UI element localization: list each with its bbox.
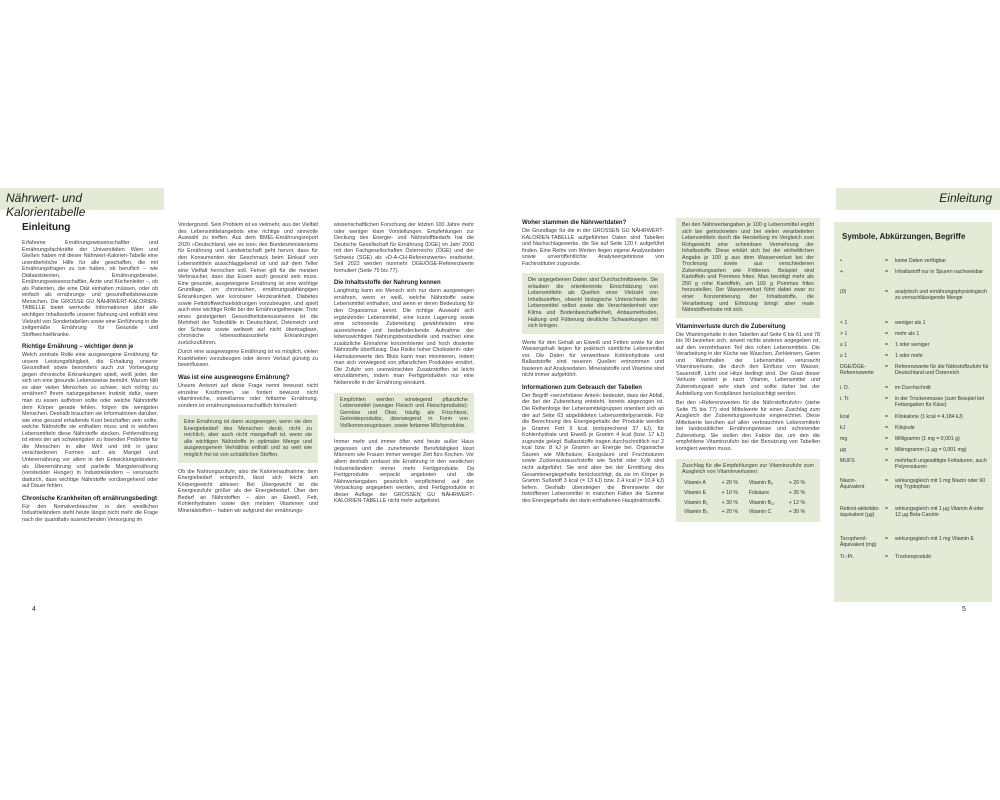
legend-description: Kilojoule: [895, 425, 915, 431]
section-heading: Woher stammen die Nährwertdaten?: [522, 220, 627, 226]
vitamin-table: [682, 479, 814, 518]
paragraph: Die Vitamingehalte in den Tabellen auf Seite 6 bis 61 und 78 bis 90 beziehen sich, soweit nichts anderes angegeben ist, auf den verzehrbaren Teil des rohen Lebensmittels. Die Verarbeitung in der Küche wie Waschen, Zerkleinern, Garen und Warmhalten der Lebensmittel verursacht Vitaminverluste, die durch den Einfluss von Wasser, Sauerstoff, Licht und Hitze bedingt sind. Der Grad dieser Verluste variiert je nach Vitamin, Lebensmittel und Zubereitungsart sehr stark und sollte daher bei der Aufstellung von Kostplänen berücksichtigt werden.: [676, 331, 820, 397]
vitamin-cell: + 35 %: [788, 489, 806, 496]
legend-symbol: Tr.-Pr.: [840, 554, 854, 560]
highlight-box: Die angegebenen Daten sind Durchschnittswerte. Sie erlauben die orientierende Einschätzung von Lebensmitteln als Quellen einer Vielzahl von Inhaltsstoffen, obwohl biologische Unterschiede der Lebensmittel selbst sowie die Verschiedenheit von Klima und Bodenbeschaffenheit, Anbaumethoden, Haltung und Fütterung deutliche Schwankungen mit sich bringen.: [522, 273, 664, 333]
legend-description: wirkungsgleich mit 1 µg Vitamin A oder 12 µg Beta-Carotin: [895, 506, 984, 519]
legend-symbol: Niacin-Äquivalent: [840, 478, 865, 491]
vitamin-row: [682, 498, 814, 508]
column-1: [22, 222, 158, 526]
legend-box: [834, 222, 992, 602]
legend-description: weniger als 1: [895, 320, 926, 326]
legend-equals: =: [885, 342, 889, 348]
legend-description: Trockenprodukt: [895, 554, 931, 560]
legend-symbol: +: [840, 269, 844, 275]
column-2: [178, 222, 318, 517]
vitamin-cell: + 30 %: [788, 509, 806, 516]
page-title: Einleitung: [22, 222, 71, 233]
legend-description: 1 oder mehr: [895, 353, 923, 359]
legend-description: im Durchschnitt: [895, 385, 931, 391]
section-heading: Chronische Krankheiten oft ernährungsbedingt: [22, 495, 158, 502]
running-header-left-text: Nährwert- und Kalorientabelle: [6, 191, 86, 219]
paragraph: Bei den »Referenzwerten für die Nährstoffzufuhr« (siehe Seite 75 bis 77) sind Mittelwerte für einen Zuschlag zum Ausgleich der Zubereitungsverluste eingerechnet. Diese Mittelwerte beruhen auf allen verbrauchten Lebensmitteln bei landesüblicher Ernährungsweise und schonender Zubereitung. Sie stellen den Faktor dar, um den die empfohlene Vitaminzufuhr bei der Benutzung von Tabellen korrigiert werden muss.: [676, 400, 820, 452]
legend-equals: =: [885, 331, 889, 337]
legend-symbol: kcal: [840, 414, 850, 420]
legend-description: wirkungsgleich mit 1 mg Niacin oder 60 mg Tryptophan: [895, 478, 986, 491]
running-header-right-text: Einleitung: [939, 191, 992, 205]
section-heading: Was ist eine ausgewogene Ernährung?: [178, 375, 290, 382]
legend-equals: =: [885, 536, 889, 542]
column-4: [522, 220, 664, 507]
legend-description: analytisch und ernährungsphysiologisch zu vernachlässigende Menge: [895, 289, 987, 302]
legend-equals: =: [885, 269, 889, 275]
legend-symbol: < 1: [840, 320, 848, 326]
vitamin-cell: Vitamin B₆: [748, 480, 774, 487]
paragraph: Der Begriff »verzehrbarer Anteil« bedeutet, dass der Abfall, der bei der Zubereitung entsteht, bereits abgezogen ist. Die Reihenfolge der Lebensmittelgruppen orientiert sich an der auf Seite 63 abgebildeten Lebensmittelpyramide. Für die Berechnung des Energiegehalts der Produkte werden je Gramm Fett 9 kcal (entsprechend 37 kJ), für Kohlenhydrate und Eiweiß je Gramm 4 kcal (bzw. 17 kJ) zugrunde gelegt. Ballaststoffe tragen durchschnittlich nur 2 kcal bzw. 8 kJ je Gramm an Energie bei. Organische Säuren wie Milchsäure, Essigsäure und Fruchtsäuren sowie Zuckeraustauschstoffe wie Sorbit oder Xylit sind nicht aufgeführt. Sie sind aber bei der Ermittlung des Gesamtenergiegehalts berücksichtigt, da sie im Körper je Gramm Sußstoff 3 kcal (= 13 kJ) bzw. 2,4 kcal (= 10,4 kJ) liefern. Deshalb übersteigen die Brennwerte der betroffenen Lebensmittel in manchen Fällen die Summe des Energiegehalts der darin enthaltenen Hauptnährstoffe.: [522, 392, 664, 504]
paragraph: Für den Nomalverbraucher in den westlichen Industrieländern steht heute längst nicht mehr die Frage nach der quantitativ ausreichenden Versorgung im: [22, 503, 158, 523]
legend-description: keine Daten verfügbar: [895, 258, 947, 264]
vitamin-cell: + 20 %: [788, 480, 806, 487]
legend-equals: =: [885, 425, 889, 431]
legend-symbol: (0): [840, 289, 847, 295]
paragraph: wissenschaftlichen Forschung der letzten 100 Jahre mehr oder weniger klare Vorstellungen. Empfehlungen zur Deckung des Energie- und Nährstoffbedarfs hat die Deutsche Gesellschaft für Ernährung (DGE) im Jahr 2000 mit den Fachgesellschaften Österreichs (ÖGE) und der Schweiz (SGE) als »D-A-CH-Referenzwerte« erarbeitet. Seit 2022 werden nunmehr DGE/ÖGE-Referenzwerte formuliert (Seite 75 bis 77).: [334, 222, 474, 274]
vitamin-loss-box: [676, 459, 820, 522]
legend-description: in der Trockenmasse (zum Beispiel bei Fettangaben für Käse): [895, 396, 985, 409]
legend-symbol: µg: [840, 447, 846, 453]
legend-equals: =: [885, 554, 889, 560]
paragraph: Durch eine ausgewogene Ernährung ist es möglich, vielen Krankheiten vorzubeugen oder deren Verlauf günstig zu beeinflussen.: [178, 349, 318, 369]
legend-symbol: Retinol-aktivitäts-äquivalent (µg): [840, 506, 880, 519]
paragraph: Werte für den Gehalt an Eiweiß und Fetten sowie für den Wassergehalt liegen für praktisch sämtliche Lebensmittel vor. Die Daten für verwertbare Kohlenhydrate und Ballaststoffe sind neueren Quellen entnommen und basieren auf Analysedaten. Mineralstoffe und Vitamine sind nicht immer aufgeführt.: [522, 339, 664, 379]
legend-title: Symbole, Abkürzungen, Begriffe: [842, 232, 966, 241]
legend-symbol: i. D.: [840, 385, 850, 391]
legend-symbol: MUFS: [840, 458, 855, 464]
paragraph: Welch zentrale Rolle eine ausgewogene Ernährung für unsere Leistungsfähigkeit, die Erhaltung unserer Gesundheit sowie besonders auch zur Vorbeugung gegen chronische Erkrankungen spielt, weiß jeder, der sich um eine gesunde Lebensweise bemüht. Warum fällt es aber vielen Menschen so schwer, sich richtig zu ernähren? Ihrem naturgegebenen Instinkt dafür, wann man zu essen aufhören sollte oder welche Nährstoffe dem Körper gerade fehlen, folgen die wenigsten Menschen. Deshalb brauchen sie Informationen darüber, wie eine gesund erhaltende Kost beschaffen sein sollte, welche Nährstoffe sie enthalten muss und in welchen Lebensmitteln diese Nährstoffe stecken. Fehlernährung ist eines der am schwierigsten zu lösenden Probleme für die Menschen in aller Welt und tritt in ganz verschiedenen Formen auf: als Mangel und Unterernährung vor allem in den Entwicklungsländern, als Überernährung und partielle Mangelernährung (versteckter Hunger) in Industrieländern – verursacht dadurch, dass wichtige Nährstoffe vorübergehend oder auf Dauer fehlen.: [22, 352, 158, 490]
legend-equals: =: [885, 289, 889, 295]
legend-symbol: ≥ 1: [840, 353, 848, 359]
legend-description: Milligramm (1 mg = 0,001 g): [895, 436, 960, 442]
legend-symbol: ≤ 1: [840, 342, 848, 348]
legend-description: Kilokalorie (1 kcal = 4,184 kJ): [895, 414, 963, 420]
legend-description: mehrfach ungesättigte Fettsäuren, auch Polyensäuren: [895, 458, 987, 471]
legend-description: Mikrogramm (1 µg = 0,001 mg): [895, 447, 967, 453]
legend-equals: =: [885, 353, 889, 359]
paragraph: Immer mehr und immer öfter wird heute außer Haus gegessen und die zunehmende Berufstätigkeit lässt Männern wie Frauen immer weniger Zeit fürs Kochen. Vor allem deshalb umfasst die Ernährung in den westlichen Industrieländern immer mehr Fertigprodukte. Da Fertigprodukte verpackt angeboten und die Nährwertangaben gesetzlich verpflichtend auf der Verpackung angegeben werden, sind Fertigprodukte in dieser Auflage der GROSSEN GU NÄHRWERT-KALORIEN-TABELLE nicht mehr aufgelistet.: [334, 439, 474, 505]
vitamin-box-title: Zuschlag für die Empfehlungen zur Vitaminzufuhr zum Ausgleich von Vitaminverlusten:: [682, 462, 814, 476]
vitamin-cell: + 30 %: [721, 499, 738, 506]
vitamin-cell: + 20 %: [721, 509, 738, 516]
legend-equals: =: [885, 478, 889, 484]
legend-description: Referenzwerte für die Nährstoffzufuhr für Deutschland und Österreich: [895, 364, 989, 377]
vitamin-cell: + 10 %: [721, 489, 738, 496]
legend-equals: =: [885, 414, 889, 420]
legend-description: 1 oder weniger: [895, 342, 930, 348]
paragraph: Ob die Nahrungszufuhr, also die Kalorienaufnahme, dem Energiebedarf entspricht, lässt sich leicht am Körpergewicht ablesen: Bei Übergewicht ist die Energiezufuhr größer als der Energiebedarf. Über den Bedarf an Nährstoffen – also an Eiweiß, Fett, Kohlenhydraten sowie den meisten Vitaminen und Mineralstoffen – haben wir aufgrund der ernährungs-: [178, 468, 318, 514]
vitamin-row: [682, 488, 814, 498]
running-header-left: [0, 188, 164, 219]
vitamin-cell: Vitamin C: [748, 509, 772, 516]
legend-equals: =: [885, 447, 889, 453]
paragraph: Unsere Antwort auf diese Frage nennt bewusst nicht einzelne Kostformen, sie fordert bewusst nicht vitaminreiche, eiweißarme oder fettarme Ernährung, sondern ist ernährungswissenschaftlich formuliert:: [178, 383, 318, 409]
legend-equals: =: [885, 506, 889, 512]
page-number-left: 4: [32, 606, 36, 613]
legend-symbol: Tocopherol-Äquivalent (mg): [840, 536, 877, 549]
vitamin-row: [682, 508, 814, 518]
section-heading: Vitaminverluste durch die Zubereitung: [676, 323, 786, 330]
column-5: [676, 218, 820, 528]
legend-equals: =: [885, 458, 889, 464]
legend-symbol: i. Tr.: [840, 396, 850, 402]
highlight-box: Bei den Nährwertangaben je 100 g Lebensmittel ergibt sich bei getrockneten und bei vielen verarbeiteten Lebensmitteln durch die Herstellung im Vergleich zum Rohgewicht eine scheinbare Vermehrung der Inhaltsstoffe. Diese erklärt sich bei der einheitlichen Angabe je 100 g aus dem Wasserverlust bei der Trocknung sowie aus verschiedenen Zubereitungsarten wie Frittieren. Beispiel sind Kartoffeln und Pommes frites: Man benötigt mehr als 250 g rohe Kartoffeln, um 100 g Pommes frites herzustellen. Der Wasserverlust führt dabei zwar zu einer Konzentrierung der Inhaltsstoffe, die Verarbeitung und Erhitzung bringt aber reale Nährstoffverluste mit sich.: [676, 218, 820, 318]
paragraph: Langfristig kann ein Mensch sich nur dann ausgewogen ernähren, wenn er weiß, welche Nährstoffe seine Lebensmittel enthalten, und wenn er deren Bedeutung für den Organismus kennt. Die richtige Auswahl sich ergänzender Lebensmittel, eine kurze Lagerung sowie eine schonende Zubereitung gewährleisten eine ausreichende und bedarfsdeckende Aufnahme der lebenswichtigen Nahrungsbestandteile und machen eine zusätzliche Einnahme konzentrierter und hoch dosierter Nährstoffe überflüssig. Das Risiko hoher Cholesterin- oder Harnsäurewerte des Bluts kann man minimieren, indem man sich vorwiegend von pflanzlichen Produkten ernährt. Die Zufuhr von unerwünschten Zusatzstoffen ist leicht einzudämmen, indem man Fertigprodukten nur eine Nebenrolle in der Ernährung einräumt.: [334, 288, 474, 387]
highlight-box: Empfohlen werden vorwiegend pflanzliche Lebensmittel (weniger Fleisch und Fleischprodukte): Gemüse und Obst, häufig als Frischkost, Getreideprodukte, überwiegend in Form von Vollkornerzeugnissen, sowie fettarme Milchprodukte.: [334, 393, 474, 434]
legend-equals: =: [885, 364, 889, 370]
legend-description: Inhaltsstoff nur in Spuren nachweisbar: [895, 269, 984, 275]
vitamin-cell: Vitamin B₂: [684, 509, 709, 516]
legend-description: wirkungsgleich mit 1 mg Vitamin E: [895, 536, 974, 542]
column-3: [334, 222, 474, 508]
legend-description: mehr als 1: [895, 331, 920, 337]
legend-symbol: kJ: [840, 425, 846, 431]
page-number-right: 5: [962, 606, 966, 613]
legend-equals: =: [885, 396, 889, 402]
legend-symbol: DGE/ÖGE-Referenzwerte: [840, 364, 874, 377]
vitamin-cell: Vitamin B₁: [684, 499, 708, 506]
vitamin-cell: Vitamin A: [684, 480, 706, 487]
paragraph: Vordergrund. Sein Problem ist es vielmehr, aus der Vielfalt des Lebensmittelangebots eine richtige und sinnvolle Auswahl zu treffen. Aus dem BMEL-Ernährungsreport 2020 »Deutschland, wie es isst« des Bundesministeriums für Ernährung und Landwirtschaft geht hervor, dass für den Konsumenten der Geschmack beim Einkauf von Lebensmitteln ausschlaggebend ist und auf dem Teller eine Vielfalt herrschen soll. Ferner gilt für die meisten Verbraucher, dass das Essen auch gesund sein muss. Eine gesunde, ausgewogene Ernährung ist eine wichtige Grundlage, um chronischen, ernährungsabhängigen Erkrankungen wie koronarer Herzkrankheit, Diabetes sowie Fettstoffwechselstörungen vorzubeugen, und spielt auch eine wichtige Rolle bei der Ernährungstherapie. Trotz eines gesteigerten Gesundheitsbewusstseins ist die Mehrheit der Todesfälle in Deutschland, Österreich und der Schweiz sowie weltweit auf nicht übertragbare, chronische lebensstilassoziierte Erkrankungen zurückzuführen.: [178, 222, 318, 346]
legend-equals: =: [885, 258, 889, 264]
highlight-box: Eine Ernährung ist dann ausgewogen, wenn sie den Energiebedarf des Menschen deckt, nicht zu reichlich, aber auch nicht mangelhaft ist, wenn sie alle wichtigen Nährstoffe in optimaler Menge und ausgewogenem Verhältnis enthält und so weit wie möglich frei ist von schädlichen Stoffen.: [178, 415, 318, 462]
vitamin-cell: + 20 %: [721, 480, 738, 487]
running-header-right: [836, 188, 1000, 210]
legend-equals: =: [885, 436, 889, 442]
paragraph: Erfahrene Ernährungswissenschaftler und Ernährungsfachkräfte der Universitäten Wien und Gießen haben mit dieser Nährwert-Kalorien-Tabelle eine unentbehrliche Hilfe für alle geschaffen, die mit Ernährungsfragen zu tun haben, ob beruflich – wie Diätassistenten, Ernährungsberater, Ernährungswissenschaftler, Ärzte und Küchenleiter –, ob als Patienten, die eine Diät einhalten müssen, oder ob einfach als ernährungs- und gesundheitsbewusste Menschen. Die GROSSE GU NÄHRWERT-KALORIEN-TABELLE bietet wertvolle Informationen über alle wichtigen Inhaltsstoffe unserer Nahrung und enthält eine Vielzahl von Sondertabellen sowie eine Einführung in die zeitgemäße Ernährung für Gesunde und Stoffwechselkranke.: [22, 240, 158, 338]
paragraph: Die Grundlage für die in der GROSSEN GU NÄHRWERT-KALORIEN-TABELLE aufgeführten Daten sind Tabellen und Nachschlagewerke, die Sie auf Seite 120 f. aufgeführt finden. Eine Reihe von Werten liegen eigene Analysedaten sowie unveröffentlichte Analyseergebnisse von Fachinstituten zugrunde.: [522, 228, 664, 267]
vitamin-row: [682, 479, 814, 489]
legend-symbol: •: [840, 258, 842, 264]
vitamin-cell: Vitamin E: [684, 489, 707, 496]
legend-symbol: > 1: [840, 331, 848, 337]
vitamin-cell: Vitamin B₁₂: [748, 499, 775, 506]
legend-symbol: mg: [840, 436, 848, 442]
section-heading: Die Inhaltsstoffe der Nahrung kennen: [334, 280, 441, 287]
vitamin-cell: + 12 %: [788, 499, 806, 506]
legend-equals: =: [885, 385, 889, 391]
section-heading: Informationen zum Gebrauch der Tabellen: [522, 384, 642, 391]
legend-equals: =: [885, 320, 889, 326]
section-heading: Richtige Ernährung – wichtiger denn je: [22, 344, 134, 351]
vitamin-cell: Folsäure: [748, 489, 769, 496]
